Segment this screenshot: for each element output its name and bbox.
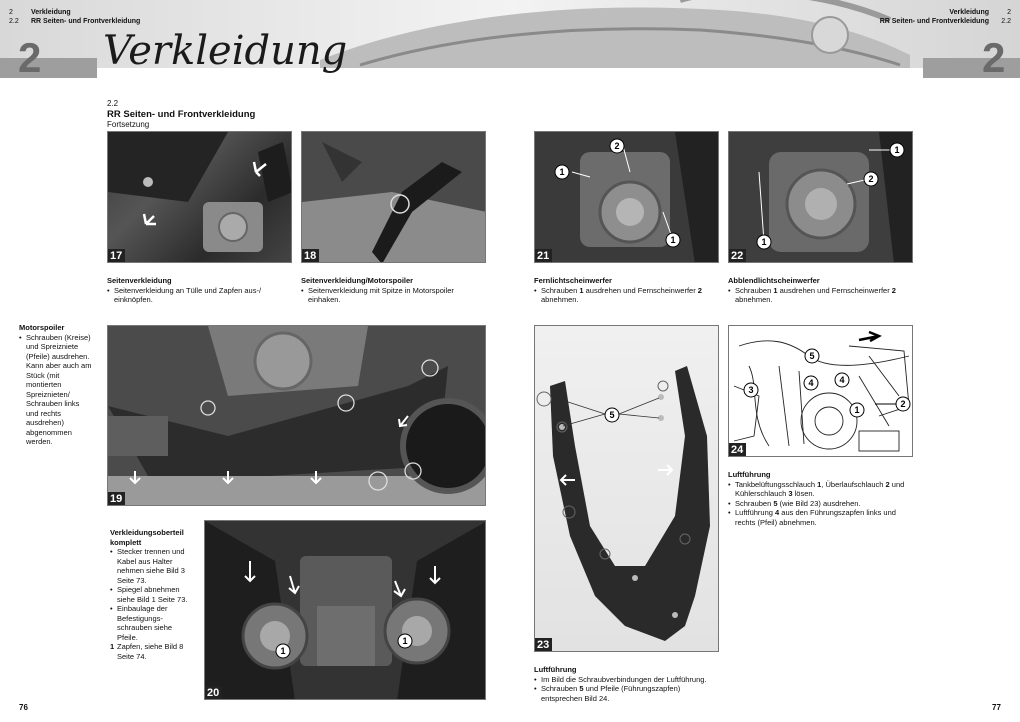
callout-1	[666, 233, 680, 247]
callout-1	[398, 634, 412, 648]
caption-title: Abblendlichtscheinwerfer	[728, 276, 820, 285]
svg-text:1: 1	[670, 235, 676, 245]
chapter-number-right: 2	[982, 34, 1005, 81]
callout-5	[805, 349, 819, 363]
figure-21-photo	[534, 131, 719, 263]
svg-text:1: 1	[894, 145, 900, 155]
caption-abblendlicht: Abblendlichtscheinwerfer • Schrauben 1 ausdrehen und Fernscheinwerfer 2 abnehmen.	[728, 276, 918, 305]
running-head-left: 2 Verkleidung 2.2 RR Seiten- und Frontverkleidung	[9, 9, 141, 25]
figure-22-photo	[728, 131, 913, 263]
caption-title: Motorspoiler	[19, 323, 65, 332]
callout-1	[890, 143, 904, 157]
figure-22-number: 22	[729, 249, 746, 262]
callout-4	[804, 376, 818, 390]
svg-text:4: 4	[808, 378, 814, 388]
caption-title: Verkleidungsoberteil	[110, 528, 184, 537]
caption-title: Luftführung	[728, 470, 771, 479]
caption-title: Seitenverkleidung	[107, 276, 172, 285]
figure-17-number: 17	[108, 249, 125, 262]
caption-seitenverkleidung: Seitenverkleidung • Seitenverkleidung an Tülle und Zapfen aus-/ einknöpfen.	[107, 276, 297, 305]
chapter-tab-right	[923, 58, 1020, 78]
svg-text:3: 3	[748, 385, 754, 395]
callout-1	[757, 235, 771, 249]
callout-5	[605, 408, 619, 422]
svg-text:1: 1	[280, 646, 286, 656]
running-head-right: Verkleidung 2 RR Seiten- und Frontverkleidung 2.2	[879, 9, 1011, 25]
caption-verkleidungsoberteil: Verkleidungsoberteil komplett • Stecker trennen und Kabel aus Halter nehmen siehe Bild 3 Seite 73. • Spiegel abnehmen siehe Bild 1 Seite 73. • Einbaulage der Befestigungs- schrauben siehe Pfeile. 1 Zapfen, siehe Bild 8 Seite 74.	[110, 528, 204, 661]
svg-text:1: 1	[854, 405, 860, 415]
figure-24-number: 24	[729, 443, 746, 456]
figure-19-number: 19	[108, 492, 125, 505]
callout-2	[896, 397, 910, 411]
figure-17-photo	[107, 131, 292, 263]
figure-23-number: 23	[535, 638, 552, 651]
svg-text:1: 1	[761, 237, 767, 247]
chapter-tab-left	[0, 58, 97, 78]
svg-text:1: 1	[402, 636, 408, 646]
svg-text:4: 4	[839, 375, 845, 385]
callout-2	[864, 172, 878, 186]
section-number: 2.2	[107, 99, 119, 108]
figure-24-drawing	[728, 325, 913, 457]
callout-4	[835, 373, 849, 387]
callout-1	[555, 165, 569, 179]
figure-18-photo	[301, 131, 486, 263]
callout-2	[610, 139, 624, 153]
svg-text:5: 5	[609, 410, 615, 420]
caption-fernlicht: Fernlichtscheinwerfer • Schrauben 1 ausdrehen und Fernscheinwerfer 2 abnehmen.	[534, 276, 724, 305]
section-subtitle: Fortsetzung	[107, 120, 150, 129]
callout-1	[276, 644, 290, 658]
figure-21-number: 21	[535, 249, 552, 262]
svg-text:2: 2	[614, 141, 620, 151]
page-number-right: 77	[992, 703, 1001, 712]
motorcycle-header-image	[300, 0, 920, 68]
section-heading	[107, 99, 255, 130]
figure-23-photo	[534, 325, 719, 652]
callout-3	[744, 383, 758, 397]
chapter-title: Verkleidung	[103, 28, 348, 74]
chapter-number-left: 2	[18, 34, 41, 81]
section-title: RR Seiten- und Frontverkleidung	[107, 109, 256, 120]
svg-text:2: 2	[900, 399, 906, 409]
caption-luftfuehrung-24: Luftführung • Tankbelüftungsschlauch 1, Überlaufschlauch 2 und Kühlerschlauch 3 lösen. • Schrauben 5 (wie Bild 23) ausdrehen. • Luftführung 4 aus den Führungszapfen links und rechts (Pfeil) abnehmen.	[728, 470, 918, 527]
svg-text:1: 1	[559, 167, 565, 177]
callout-1	[850, 403, 864, 417]
caption-seitenverkleidung-motorspoiler: Seitenverkleidung/Motorspoiler • Seitenverkleidung mit Spitze in Motorspoiler einhaken.	[301, 276, 501, 305]
caption-luftfuehrung-23: Luftführung • Im Bild die Schraubverbindungen der Luftführung. • Schrauben 5 und Pfeile (Führungszapfen) entsprechen Bild 24.	[534, 665, 734, 703]
figure-20-photo	[204, 520, 486, 700]
figure-19-photo	[107, 325, 486, 506]
caption-motorspoiler: Motorspoiler • Schrauben (Kreise) und Spreizniete (Pfeile) ausdrehen. Kann aber auch am Stück (mit montierten Spreiznieten/ Schrauben links und rechts ausdrehen) abgenommen werden.	[19, 323, 104, 447]
caption-title: Seitenverkleidung/Motorspoiler	[301, 276, 414, 285]
figure-20-number: 20	[205, 686, 222, 699]
page-number-left: 76	[19, 703, 28, 712]
svg-text:2: 2	[868, 174, 874, 184]
figure-18-number: 18	[302, 249, 319, 262]
svg-text:5: 5	[809, 351, 815, 361]
caption-title: Luftführung	[534, 665, 577, 674]
caption-title: Fernlichtscheinwerfer	[534, 276, 612, 285]
